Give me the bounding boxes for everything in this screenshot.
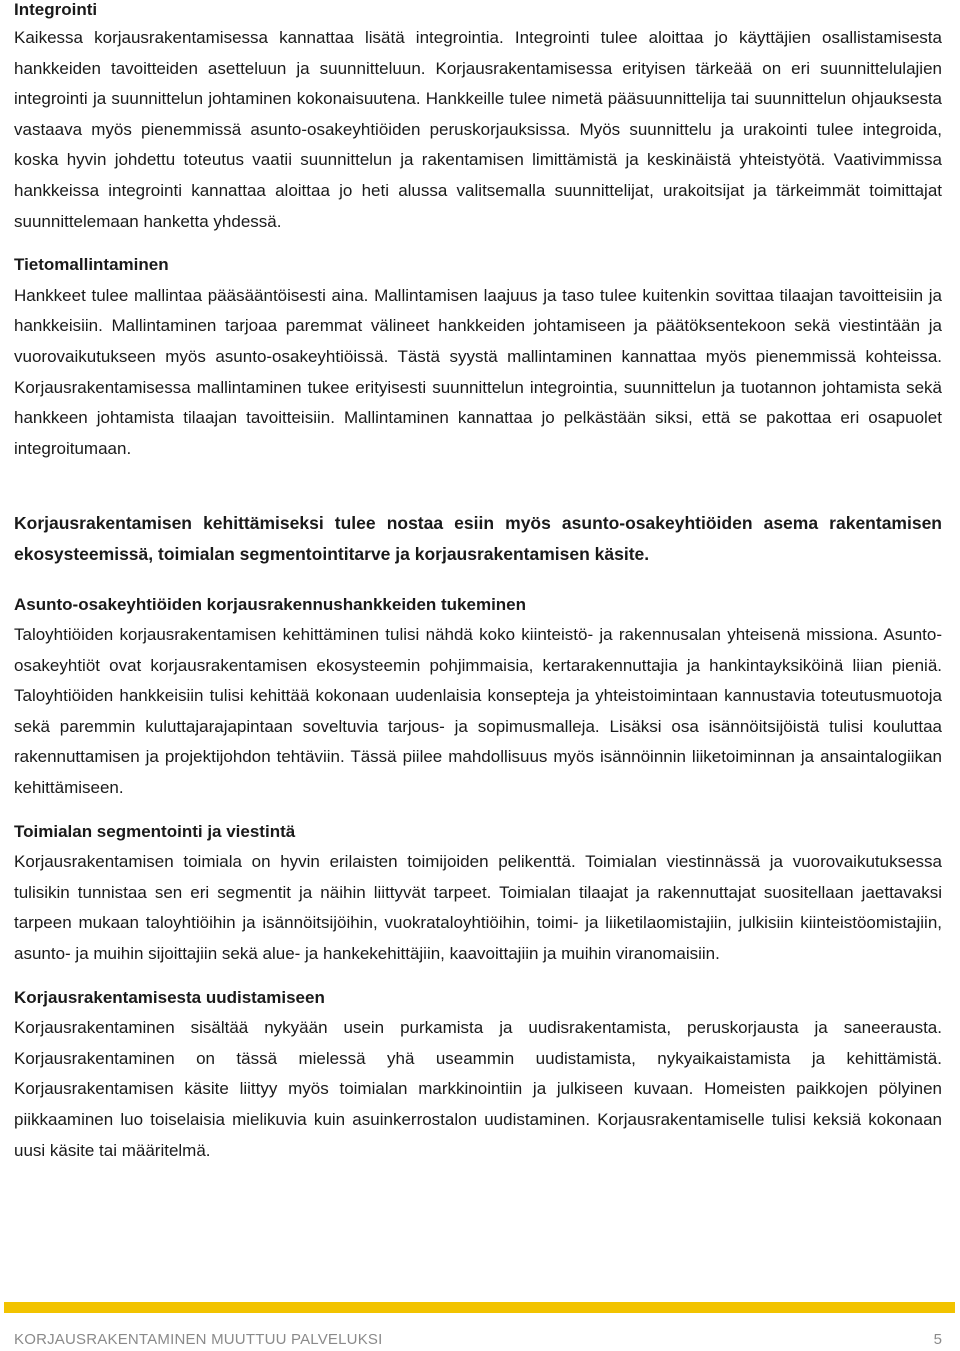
heading-integrointi: Integrointi — [14, 0, 98, 19]
document-page — [14, 0, 942, 1166]
lead-statement: Korjausrakentamisen kehittämiseksi tulee nostaa esiin myös asunto-osakeyhtiöiden asema rakentamisen ekosysteemissä, toimialan segmentointitarve ja korjausrakentamisen käsite. — [14, 513, 942, 564]
heading-segmentointi: Toimialan segmentointi ja viestintä — [14, 821, 296, 841]
heading-tietomallintaminen: Tietomallintaminen — [14, 255, 169, 275]
paragraph-segmentointi: Korjausrakentamisen toimiala on hyvin erilaisten toimijoiden pelikenttä. Toimialan viestinnässä ja vuorovaikutuksessa tulisikin tunnistaa sen eri segmentit ja näihin liittyvät tarpeet. Toimialan tilaajat ja rakennuttajat suositellaan jaettavaksi tarpeen mukaan taloyhtiöihin ja isännöitsijöihin, vuokrataloyhtiöihin, toimi- ja liiketilaomistajiin, julkisiin kiinteistöomistajiin, asunto- ja muihin sijoittajiin sekä alue- ja hankekehittäjiin, kaavoittajiin ja muihin viranomaisiin. — [14, 852, 942, 964]
heading-tukeminen: Asunto-osakeyhtiöiden korjausrakennushankkeiden tukeminen — [14, 594, 527, 614]
paragraph-tukeminen: Taloyhtiöiden korjausrakentamisen kehittäminen tulisi nähdä koko kiinteistö- ja rakennusalan yhteisenä missiona. Asunto-osakeyhtiöt ovat korjausrakentamisen ekosysteemin pohjimmaisia, kertarakennuttajia ja hankintayksiköinä liian pieniä. Taloyhtiöiden hankkeisiin tulisi kehittää kokonaan uudenlaisia konsepteja ja yhteistoimintaan kannustavia toteutusmuotoja sekä paremmin kuluttajarajapintaan soveltuvia tarjous- ja sopimusmalleja. Lisäksi osa isännöitsijöistä tulisi kouluttaa rakennuttamisen ja projektijohdon tehtäviin. Tässä piilee mahdollisuus myös isännöinnin liiketoiminnan ja ansaintalogiikan kehittämiseen. — [14, 625, 942, 798]
paragraph-integrointi: Kaikessa korjausrakentamisessa kannattaa lisätä integrointia. Integrointi tulee aloittaa jo käyttäjien osallistamisesta hankkeiden tavoitteiden asetteluun ja suunnitteluun. Korjausrakentamisessa erityisen tärkeää on eri suunnittelulajien integrointi ja suunnittelun johtaminen kokonaisuutena. Hankkeille tulee nimetä pääsuunnittelija tai suunnittelun ohjauksesta vastaava myös pienemmissä asunto-osakeyhtiöiden peruskorjauksissa. Myös suunnittelu ja urakointi tulee integroida, koska hyvin johdettu toteutus vaatii suunnittelun ja rakentamisen limittämistä ja keskinäistä yhteistyötä. Vaativimmissa hankkeissa integrointi kannattaa aloittaa jo heti alussa valitsemalla suunnittelijat, urakoitsijat ja tärkeimmät toimittajat suunnittelemaan hanketta yhdessä. — [14, 28, 942, 231]
footer-title: KORJAUSRAKENTAMINEN MUUTTUU PALVELUKSI — [14, 1331, 383, 1348]
paragraph-uudistamiseen: Korjausrakentaminen sisältää nykyään usein purkamista ja uudisrakentamista, peruskorjausta ja saneerausta. Korjausrakentaminen on tässä mielessä yhä useammin uudistamista, nykyaikaistamista ja kehittämistä. Korjausrakentamisen käsite liittyy myös toimialan markkinointiin ja julkiseen kuvaan. Homeisten paikkojen pölyinen piikkaaminen luo toiselaisia mielikuvia kuin asuinkerrostalon uudistaminen. Korjausrakentamiselle tulisi keksiä kokonaan uusi käsite tai määritelmä. — [14, 1018, 942, 1160]
footer-accent-bar — [4, 1302, 955, 1313]
paragraph-tietomallintaminen: Hankkeet tulee mallintaa pääsääntöisesti aina. Mallintamisen laajuus ja taso tulee kuitenkin sovittaa tilaajan tavoitteisiin ja hankkeisiin. Mallintaminen tarjoaa paremmat välineet hankkeiden johtamiseen ja päätöksentekoon sekä viestintään ja vuorovaikutukseen myös asunto-osakeyhtiöissä. Tästä syystä mallintaminen kannattaa myös pienemmissä kohteissa. Korjausrakentamisessa mallintaminen tukee erityisesti suunnittelun integrointia, suunnittelun ja tuotannon johtamista sekä hankkeen johtamista tilaajan tavoitteisiin. Mallintaminen kannattaa jo pelkästään siksi, että se pakottaa eri osapuolet integroitumaan. — [14, 285, 942, 458]
heading-uudistamiseen: Korjausrakentamisesta uudistamiseen — [14, 987, 325, 1007]
page-number: 5 — [933, 1331, 942, 1348]
